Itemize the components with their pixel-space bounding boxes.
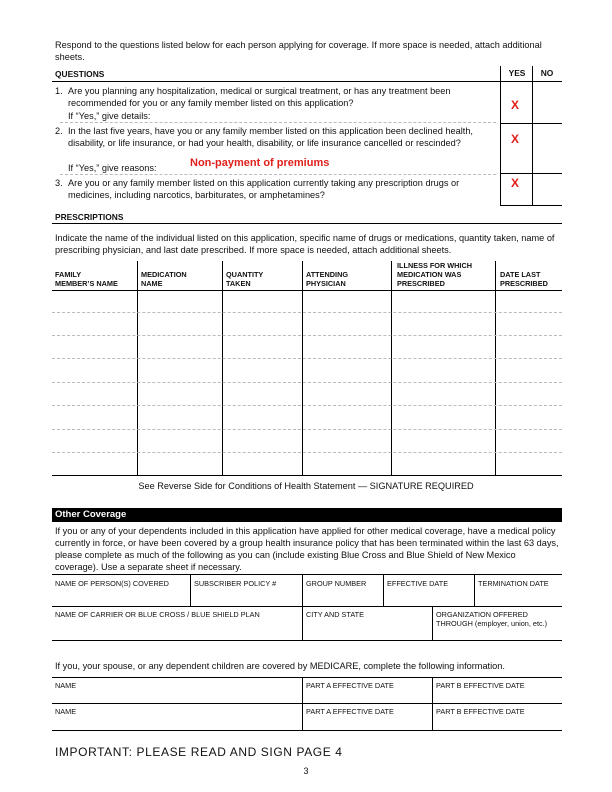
column-header-family-member: FAMILY MEMBER’S NAME bbox=[55, 270, 118, 288]
medicare-part-b-field[interactable]: PART B EFFECTIVE DATE bbox=[436, 681, 525, 690]
question-number: 2. bbox=[55, 126, 63, 136]
field-persons-covered[interactable]: NAME OF PERSON(S) COVERED bbox=[55, 579, 169, 588]
table-row[interactable] bbox=[52, 405, 562, 406]
question-1-yes-mark[interactable]: X bbox=[511, 98, 520, 112]
other-coverage-intro: If you or any of your dependents included in this application have applied for other medical coverage, have a medical policy currently in force, or have been covered by a group health insurance policy that has been terminated within the last 63 days, please complete as much of the following as you can (include existing Blue Cross and Blue Shield of New Mexico coverage). Use a separate sheet if necessary. bbox=[55, 526, 559, 572]
question-3-yes-mark[interactable]: X bbox=[511, 176, 520, 190]
field-group-number[interactable]: GROUP NUMBER bbox=[306, 579, 367, 588]
column-header-medication-name: MEDICATION NAME bbox=[141, 270, 187, 288]
question-text: In the last five years, have you or any family member listed on this application been declined health, disability, or life insurance, or had your health, disability, or life insurance cancelled or rescinded? bbox=[68, 126, 473, 148]
question-followup-label: If “Yes,” give reasons: bbox=[68, 163, 157, 173]
question-number: 1. bbox=[55, 86, 63, 96]
table-row[interactable] bbox=[52, 382, 562, 383]
intro-text: Respond to the questions listed below for each person applying for coverage. If more space is needed, attach additional sheets. bbox=[55, 40, 542, 62]
reverse-side-note: See Reverse Side for Conditions of Health Statement — SIGNATURE REQUIRED bbox=[138, 481, 474, 491]
important-notice: IMPORTANT: PLEASE READ AND SIGN PAGE 4 bbox=[55, 745, 343, 759]
medicare-name-field[interactable]: NAME bbox=[55, 681, 77, 690]
column-header-quantity-taken: QUANTITY TAKEN bbox=[226, 270, 264, 288]
field-carrier-name[interactable]: NAME OF CARRIER OR BLUE CROSS / BLUE SHIELD PLAN bbox=[55, 610, 260, 619]
column-header-attending-physician: ATTENDING PHYSICIAN bbox=[306, 270, 349, 288]
table-row[interactable] bbox=[52, 452, 562, 453]
field-organization-through: THROUGH bbox=[436, 619, 473, 628]
no-column-label: NO bbox=[540, 68, 554, 78]
medicare-name-field[interactable]: NAME bbox=[55, 707, 77, 716]
table-row[interactable] bbox=[52, 358, 562, 359]
field-organization-offered[interactable] bbox=[436, 610, 562, 628]
field-subscriber-policy[interactable]: SUBSCRIBER POLICY # bbox=[194, 579, 277, 588]
other-coverage-header: Other Coverage bbox=[55, 509, 127, 520]
question-2-reasons-field[interactable]: Non-payment of premiums bbox=[190, 157, 330, 169]
field-city-state[interactable]: CITY AND STATE bbox=[306, 610, 364, 619]
other-coverage-header-bar bbox=[52, 508, 562, 522]
question-2-yes-mark[interactable]: X bbox=[511, 132, 520, 146]
medicare-part-a-field[interactable]: PART A EFFECTIVE DATE bbox=[306, 707, 394, 716]
page-number: 3 bbox=[303, 766, 309, 776]
field-termination-date[interactable]: TERMINATION DATE bbox=[478, 579, 549, 588]
question-number: 3. bbox=[55, 178, 63, 188]
table-row[interactable] bbox=[52, 335, 562, 336]
medicare-part-b-field[interactable]: PART B EFFECTIVE DATE bbox=[436, 707, 525, 716]
question-text: Are you or any family member listed on this application currently taking any prescription drugs or medicines, including narcotics, barbiturates, or amphetamines? bbox=[68, 178, 460, 200]
prescriptions-intro: Indicate the name of the individual listed on this application, specific name of drugs or medications, quantity taken, name of prescribing physician, and last date prescribed. If more space is needed, attach additional sheets. bbox=[55, 233, 555, 255]
question-text: Are you planning any hospitalization, medical or surgical treatment, or has any treatment been recommended for you or any family member listed on this application? bbox=[68, 86, 451, 108]
medicare-part-a-field[interactable]: PART A EFFECTIVE DATE bbox=[306, 681, 394, 690]
field-effective-date[interactable]: EFFECTIVE DATE bbox=[387, 579, 449, 588]
medicare-intro: If you, your spouse, or any dependent children are covered by MEDICARE, complete the following information. bbox=[55, 661, 505, 671]
questions-header: QUESTIONS bbox=[55, 69, 105, 79]
yes-column-label: YES bbox=[508, 68, 526, 78]
field-organization-label: ORGANIZATION OFFERED bbox=[436, 610, 528, 619]
table-row[interactable] bbox=[52, 312, 562, 313]
column-header-illness: ILLNESS FOR WHICH MEDICATION WAS PRESCRIBED bbox=[397, 261, 472, 288]
table-row[interactable] bbox=[52, 429, 562, 430]
question-followup-label: If “Yes,” give details: bbox=[68, 111, 151, 121]
column-header-date-last-prescribed: DATE LAST PRESCRIBED bbox=[500, 270, 548, 288]
prescriptions-header: PRESCRIPTIONS bbox=[55, 212, 124, 222]
field-organization-hint: (employer, union, etc.) bbox=[474, 619, 548, 628]
